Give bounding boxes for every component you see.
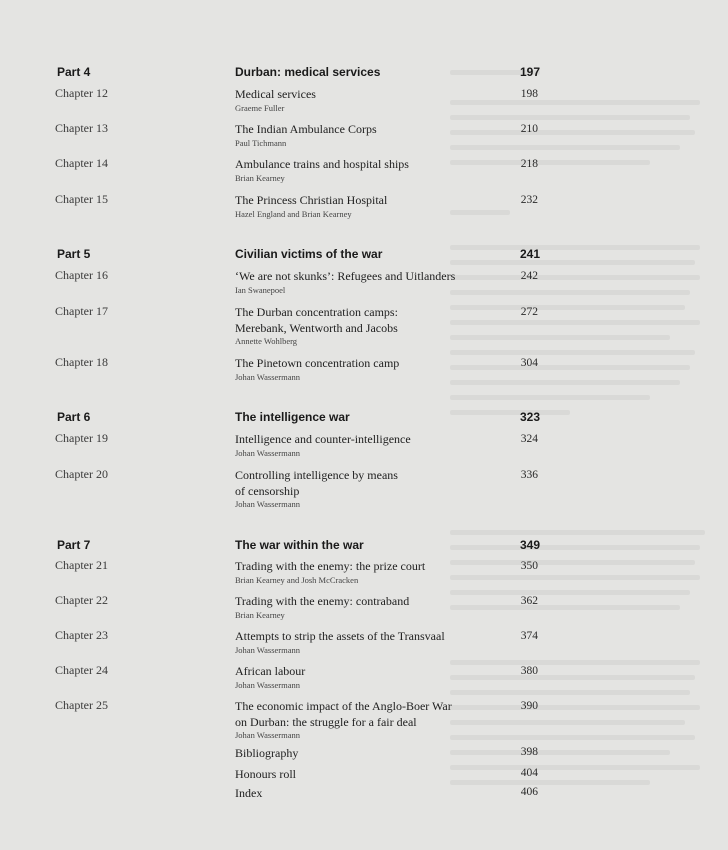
chapter-title: The Indian Ambulance Corps — [235, 122, 377, 136]
chapter-page-number: 198 — [520, 88, 538, 100]
chapter-title: African labour — [235, 664, 306, 678]
chapter-author: Johan Wassermann — [235, 730, 301, 740]
chapter-author: Johan Wassermann — [235, 448, 301, 458]
chapter-title: The Princess Christian Hospital — [235, 193, 388, 207]
chapter-title: Controlling intelligence by means — [235, 468, 398, 482]
chapter-label: Chapter 19 — [55, 431, 108, 445]
part-title: Civilian victims of the war — [235, 247, 383, 261]
chapter-label: Chapter 24 — [55, 663, 108, 677]
back-matter-title: Index — [235, 786, 263, 800]
part-title: The war within the war — [235, 538, 364, 552]
chapter-label: Chapter 22 — [55, 593, 108, 607]
chapter-title: Trading with the enemy: the prize court — [235, 559, 426, 573]
chapter-label: Chapter 23 — [55, 628, 108, 642]
part-page-number: 349 — [519, 538, 540, 552]
back-matter-page-number: 406 — [520, 786, 538, 798]
chapter-author: Brian Kearney — [235, 610, 285, 620]
part-page-number: 197 — [519, 65, 540, 79]
chapter-title: ‘We are not skunks’: Refugees and Uitlanders — [235, 269, 456, 283]
chapter-page-number: 350 — [520, 560, 538, 572]
chapter-title: Intelligence and counter-intelligence — [235, 432, 411, 446]
chapter-page-number: 324 — [520, 433, 538, 445]
chapter-title-continued: on Durban: the struggle for a fair deal — [235, 715, 417, 729]
chapter-author: Annette Wohlberg — [235, 336, 298, 346]
chapter-page-number: 374 — [520, 630, 538, 642]
chapter-title: The economic impact of the Anglo-Boer War — [235, 699, 452, 713]
chapter-page-number: 362 — [520, 595, 538, 607]
part-label: Part 5 — [57, 247, 91, 261]
chapter-title: Ambulance trains and hospital ships — [235, 157, 409, 171]
chapter-author: Hazel England and Brian Kearney — [235, 209, 352, 219]
chapter-page-number: 272 — [520, 306, 538, 318]
chapter-author: Johan Wassermann — [235, 645, 301, 655]
back-matter-page-number: 404 — [520, 767, 538, 779]
chapter-label: Chapter 13 — [55, 121, 108, 135]
chapter-author: Brian Kearney — [235, 173, 285, 183]
chapter-title-continued: Merebank, Wentworth and Jacobs — [235, 321, 398, 335]
chapter-title: Attempts to strip the assets of the Transvaal — [235, 629, 445, 643]
part-page-number: 241 — [519, 247, 540, 261]
chapter-page-number: 242 — [520, 270, 538, 282]
chapter-page-number: 390 — [520, 700, 538, 712]
chapter-label: Chapter 20 — [55, 467, 108, 481]
part-label: Part 7 — [57, 538, 91, 552]
part-heading — [57, 410, 547, 430]
chapter-label: Chapter 12 — [55, 86, 108, 100]
chapter-page-number: 336 — [520, 469, 538, 481]
chapter-label: Chapter 17 — [55, 304, 108, 318]
chapter-title: Medical services — [235, 87, 316, 101]
part-label: Part 6 — [57, 410, 91, 424]
chapter-label: Chapter 25 — [55, 698, 108, 712]
chapter-page-number: 304 — [520, 357, 538, 369]
part-heading — [57, 247, 547, 267]
chapter-author: Johan Wassermann — [235, 499, 301, 509]
chapter-author: Johan Wassermann — [235, 680, 301, 690]
back-matter-page-number: 398 — [520, 746, 538, 758]
back-matter-entry[interactable] — [235, 746, 545, 762]
back-matter-entry[interactable] — [235, 786, 545, 802]
part-heading — [57, 65, 547, 85]
chapter-page-number: 210 — [520, 123, 538, 135]
back-matter-title: Bibliography — [235, 746, 299, 760]
chapter-title: The Pinetown concentration camp — [235, 356, 400, 370]
chapter-title: The Durban concentration camps: — [235, 305, 398, 319]
chapter-author: Ian Swanepoel — [235, 285, 286, 295]
part-heading — [57, 538, 547, 558]
chapter-author: Graeme Fuller — [235, 103, 285, 113]
chapter-title: Trading with the enemy: contraband — [235, 594, 410, 608]
chapter-page-number: 232 — [520, 194, 538, 206]
chapter-page-number: 380 — [520, 665, 538, 677]
chapter-author: Paul Tichmann — [235, 138, 287, 148]
part-title: Durban: medical services — [235, 65, 381, 79]
chapter-label: Chapter 16 — [55, 268, 108, 282]
part-page-number: 323 — [519, 410, 540, 424]
part-label: Part 4 — [57, 65, 91, 79]
chapter-label: Chapter 18 — [55, 355, 108, 369]
part-title: The intelligence war — [235, 410, 350, 424]
chapter-label: Chapter 14 — [55, 156, 108, 170]
back-matter-title: Honours roll — [235, 767, 296, 781]
chapter-author: Brian Kearney and Josh McCracken — [235, 575, 359, 585]
chapter-label: Chapter 15 — [55, 192, 108, 206]
chapter-page-number: 218 — [520, 158, 538, 170]
chapter-author: Johan Wassermann — [235, 372, 301, 382]
back-matter-entry[interactable] — [235, 767, 545, 783]
chapter-label: Chapter 21 — [55, 558, 108, 572]
chapter-title-continued: of censorship — [235, 484, 300, 498]
